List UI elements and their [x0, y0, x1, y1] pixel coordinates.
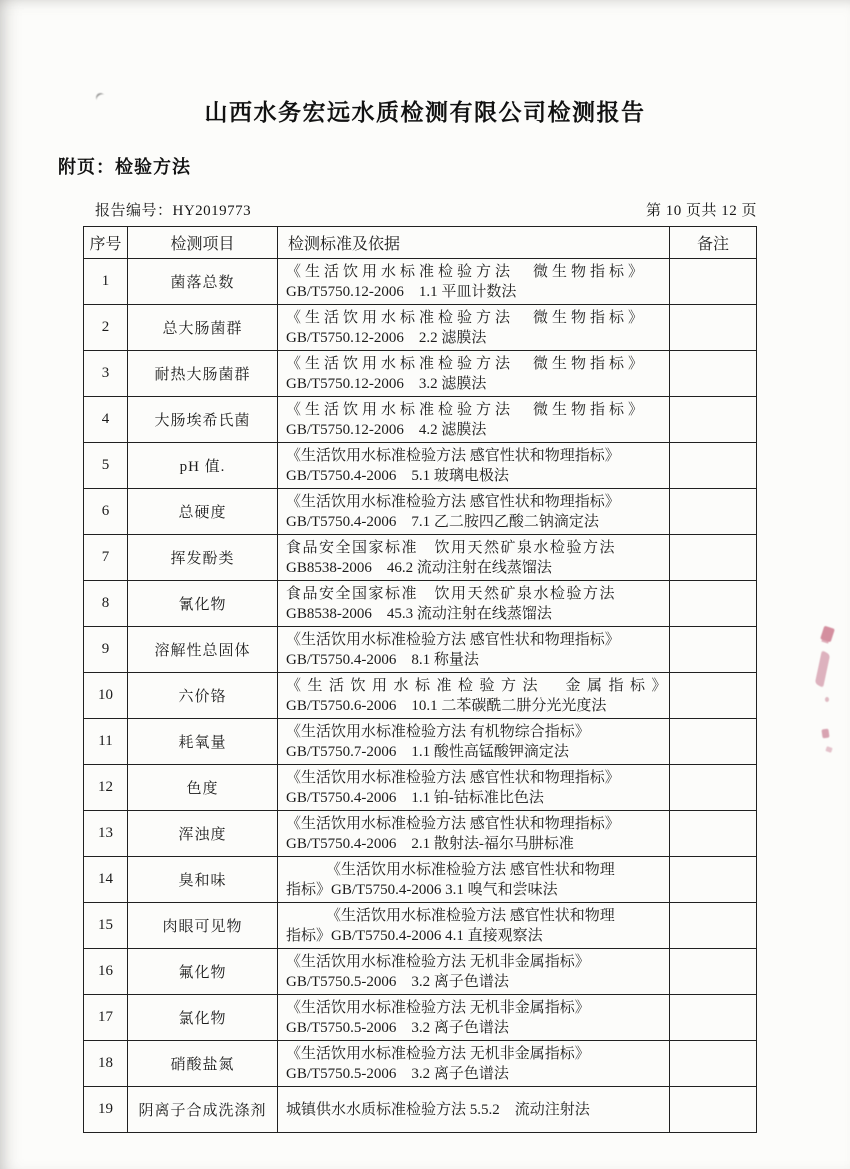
standard-line-1: 《生活饮用水标准检验方法 无机非金属指标》: [286, 999, 590, 1016]
standard-line-2: GB/T5750.12-2006 3.2 滤膜法: [286, 375, 487, 392]
standard-line-2: GB/T5750.4-2006 7.1 乙二胺四乙酸二钠滴定法: [286, 513, 599, 530]
cell-standard: [278, 535, 670, 581]
header-num: 序号: [84, 227, 128, 259]
standard-line-2: GB/T5750.12-2006 2.2 滤膜法: [286, 329, 487, 346]
standard-line-2: GB/T5750.6-2006 10.1 二苯碳酰二肼分光光度法: [286, 697, 607, 714]
cell-item: 菌落总数: [128, 259, 278, 305]
standard-line-1: 食品安全国家标准 饮用天然矿泉水检验方法: [286, 539, 617, 556]
cell-remark: [670, 305, 757, 351]
cell-standard: [278, 443, 670, 489]
table-row: [84, 259, 757, 305]
table-row: [84, 765, 757, 811]
cell-item: 六价铬: [128, 673, 278, 719]
cell-remark: [670, 811, 757, 857]
cell-num: 14: [84, 857, 128, 903]
cell-num: 13: [84, 811, 128, 857]
cell-num: 6: [84, 489, 128, 535]
methods-table: [83, 226, 757, 1133]
standard-line-1: 《生活饮用水标准检验方法 感官性状和物理指标》: [286, 815, 620, 832]
table-row: [84, 1087, 757, 1133]
table-row: [84, 673, 757, 719]
cell-remark: [670, 995, 757, 1041]
red-ink-mark: [821, 729, 829, 739]
red-ink-mark: [815, 650, 830, 688]
standard-line-2: GB/T5750.5-2006 3.2 离子色谱法: [286, 1065, 509, 1082]
cell-item: 氟化物: [128, 949, 278, 995]
table-row: [84, 581, 757, 627]
standard-line-1: 《生活饮用水标准检验方法 感官性状和物理: [326, 861, 615, 878]
cell-standard: [278, 259, 670, 305]
cell-standard: [278, 1041, 670, 1087]
standard-line-1: 《生活饮用水标准检验方法 有机物综合指标》: [286, 723, 590, 740]
cell-item: 硝酸盐氮: [128, 1041, 278, 1087]
standard-line-2: GB/T5750.4-2006 2.1 散射法-福尔马肼标准: [286, 835, 574, 852]
standard-line-2: GB/T5750.4-2006 8.1 称量法: [286, 651, 479, 668]
cell-num: 15: [84, 903, 128, 949]
standard-line-2: GB/T5750.5-2006 3.2 离子色谱法: [286, 973, 509, 990]
standard-line-2: GB/T5750.7-2006 1.1 酸性高锰酸钾滴定法: [286, 743, 569, 760]
cell-num: 7: [84, 535, 128, 581]
standard-line-1: 《生活饮用水标准检验方法 感官性状和物理指标》: [286, 631, 620, 648]
cell-standard: [278, 397, 670, 443]
cell-item: 肉眼可见物: [128, 903, 278, 949]
cell-remark: [670, 397, 757, 443]
cell-remark: [670, 535, 757, 581]
cell-standard: [278, 995, 670, 1041]
cell-remark: [670, 765, 757, 811]
cell-standard: [278, 627, 670, 673]
cell-remark: [670, 719, 757, 765]
cell-item: 耗氧量: [128, 719, 278, 765]
table-row: [84, 305, 757, 351]
table-row: [84, 489, 757, 535]
standard-line-1: 《生活饮用水标准检验方法 感官性状和物理指标》: [286, 447, 620, 464]
cell-standard: [278, 719, 670, 765]
cell-num: 18: [84, 1041, 128, 1087]
table-header-row: [84, 227, 757, 259]
table-row: [84, 443, 757, 489]
cell-num: 9: [84, 627, 128, 673]
cell-standard: [278, 489, 670, 535]
standard-line-2: GB/T5750.12-2006 1.1 平皿计数法: [286, 283, 517, 300]
cell-num: 2: [84, 305, 128, 351]
cell-remark: [670, 489, 757, 535]
cell-remark: [670, 581, 757, 627]
standard-line-2: GB/T5750.4-2006 5.1 玻璃电极法: [286, 467, 509, 484]
cell-num: 10: [84, 673, 128, 719]
cell-num: 4: [84, 397, 128, 443]
cell-remark: [670, 673, 757, 719]
standard-line-1: 《生活饮用水标准检验方法 微生物指标》: [286, 355, 648, 372]
cell-item: 浑浊度: [128, 811, 278, 857]
cell-standard: [278, 811, 670, 857]
standard-line-1: 《生活饮用水标准检验方法 微生物指标》: [286, 309, 648, 326]
cell-num: 8: [84, 581, 128, 627]
table-row: [84, 857, 757, 903]
cell-standard: [278, 903, 670, 949]
table-row: [84, 351, 757, 397]
meta-row: [95, 199, 757, 220]
cell-num: 17: [84, 995, 128, 1041]
table-row: [84, 719, 757, 765]
cell-num: 16: [84, 949, 128, 995]
cell-item: 阴离子合成洗涤剂: [128, 1087, 278, 1133]
standard-line-2: GB8538-2006 46.2 流动注射在线蒸馏法: [286, 559, 552, 576]
cell-standard: [278, 581, 670, 627]
cell-standard: [278, 1087, 670, 1133]
page-indicator: 第 10 页共 12 页: [645, 203, 757, 219]
standard-line-1: 《生活饮用水标准检验方法 无机非金属指标》: [286, 1045, 590, 1062]
cell-item: 溶解性总固体: [128, 627, 278, 673]
cell-remark: [670, 857, 757, 903]
cell-remark: [670, 259, 757, 305]
cell-standard: [278, 351, 670, 397]
cell-item: 色度: [128, 765, 278, 811]
cell-num: 19: [84, 1087, 128, 1133]
red-ink-mark: [825, 697, 829, 702]
cell-item: 大肠埃希氏菌: [128, 397, 278, 443]
standard-line-1: 《生活饮用水标准检验方法 无机非金属指标》: [286, 953, 590, 970]
cell-standard: [278, 765, 670, 811]
cell-item: pH 值.: [128, 443, 278, 489]
standard-line-2: GB/T5750.12-2006 4.2 滤膜法: [286, 421, 487, 438]
standard-line-1: 《生活饮用水标准检验方法 感官性状和物理: [326, 907, 615, 924]
standard-line-1: 《生活饮用水标准检验方法 微生物指标》: [286, 263, 648, 280]
standard-line-1: 城镇供水水质标准检验方法 5.5.2 流动注射法: [286, 1101, 590, 1118]
cell-remark: [670, 949, 757, 995]
table-row: [84, 1041, 757, 1087]
cell-remark: [670, 1041, 757, 1087]
cell-standard: [278, 673, 674, 719]
cell-num: 3: [84, 351, 128, 397]
cell-item: 氯化物: [128, 995, 278, 1041]
page-title: 山西水务宏远水质检测有限公司检测报告: [204, 100, 646, 125]
standard-line-2: 指标》GB/T5750.4-2006 4.1 直接观察法: [286, 927, 543, 944]
cell-item: 耐热大肠菌群: [128, 351, 278, 397]
cell-num: 11: [84, 719, 128, 765]
table-row: [84, 995, 757, 1041]
cell-standard: [278, 857, 670, 903]
standard-line-1: 《生活饮用水标准检验方法 感官性状和物理指标》: [286, 769, 620, 786]
cell-standard: [278, 305, 670, 351]
cell-item: 氰化物: [128, 581, 278, 627]
table-row: [84, 397, 757, 443]
standard-line-1: 《生活饮用水标准检验方法 微生物指标》: [286, 401, 648, 418]
header-remark: 备注: [670, 227, 757, 259]
standard-line-2: GB8538-2006 45.3 流动注射在线蒸馏法: [286, 605, 552, 622]
cell-remark: [670, 351, 757, 397]
page-subtitle: 附页：检验方法: [58, 157, 191, 177]
standard-line-2: 指标》GB/T5750.4-2006 3.1 嗅气和尝味法: [286, 881, 558, 898]
cell-item: 挥发酚类: [128, 535, 278, 581]
table-row: [84, 535, 757, 581]
report-number: 报告编号：HY2019773: [95, 203, 252, 219]
standard-line-2: GB/T5750.4-2006 1.1 铂-钴标准比色法: [286, 789, 544, 806]
table-row: [84, 903, 757, 949]
standard-line-1: 《生活饮用水标准检验方法 金属指标》: [286, 677, 674, 694]
cell-num: 1: [84, 259, 128, 305]
standard-line-2: GB/T5750.5-2006 3.2 离子色谱法: [286, 1019, 509, 1036]
header-standard: 检测标准及依据: [278, 227, 670, 259]
cell-item: 总硬度: [128, 489, 278, 535]
cell-remark: [670, 443, 757, 489]
cell-num: 5: [84, 443, 128, 489]
cell-remark: [670, 627, 757, 673]
standard-line-1: 《生活饮用水标准检验方法 感官性状和物理指标》: [286, 493, 620, 510]
table-row: [84, 811, 757, 857]
table-row: [84, 627, 757, 673]
standard-line-1: 食品安全国家标准 饮用天然矿泉水检验方法: [286, 585, 617, 602]
red-ink-mark: [825, 746, 832, 753]
cell-standard: [278, 949, 670, 995]
table-row: [84, 949, 757, 995]
cell-remark: [670, 903, 757, 949]
cell-item: 臭和味: [128, 857, 278, 903]
header-item: 检测项目: [128, 227, 278, 259]
cell-num: 12: [84, 765, 128, 811]
cell-item: 总大肠菌群: [128, 305, 278, 351]
cell-remark: [670, 1087, 757, 1133]
red-ink-mark: [820, 626, 835, 643]
